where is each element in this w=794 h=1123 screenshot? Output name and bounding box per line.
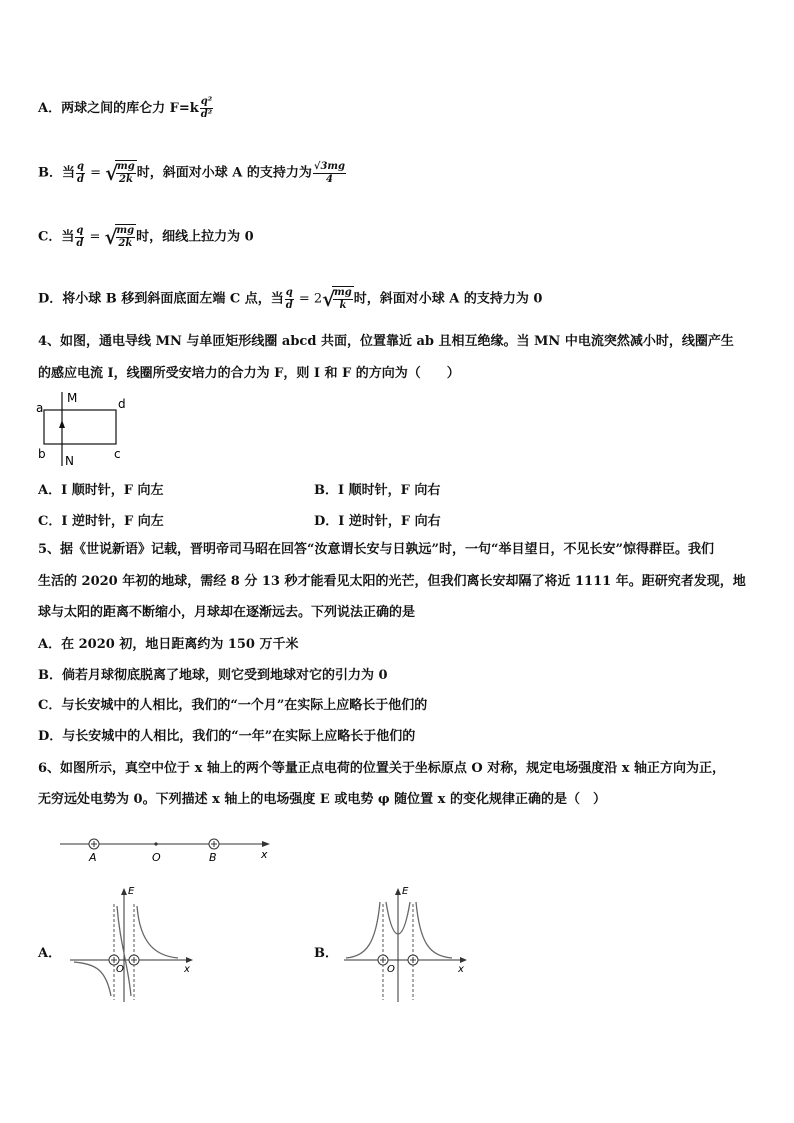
x-axis-arrow-icon bbox=[262, 841, 270, 847]
q3-option-c: C．当 $\frac{q}{d}$ = √ $\frac{mg}{2k}$ 时，细线上拉力为 0 bbox=[38, 224, 254, 249]
q6-stem-line2: 无穷远处电势为 0。下列描述 x 轴上的电场强度 E 或电势 φ 随位置 x 的变化规律正确的是（ ） bbox=[38, 792, 606, 807]
label-b: b bbox=[38, 447, 46, 461]
q5-option-b: B．倘若月球彻底脱离了地球，则它受到地球对它的引力为 0 bbox=[38, 668, 388, 683]
label-x: x bbox=[261, 848, 268, 861]
q4-coil-figure bbox=[34, 390, 134, 468]
q6-graph-a bbox=[66, 884, 196, 1004]
q5-stem-line1: 5、据《世说新语》记载，晋明帝司马昭在回答“汝意谓长安与日孰远”时，一句“举目望日，不见长安”惊得群臣。我们 bbox=[38, 542, 714, 557]
q4-option-c: C．I 逆时针，F 向左 bbox=[38, 514, 164, 529]
q4-option-a: A．I 顺时针，F 向左 bbox=[38, 483, 164, 498]
graph-a-curve-right bbox=[137, 906, 178, 958]
label-charge-b: B bbox=[209, 851, 217, 864]
graph-b-curve-right bbox=[416, 902, 452, 958]
sqrt-mg-2k: √ $\frac{mg}{2k}$ bbox=[104, 225, 135, 249]
label-N: N bbox=[65, 454, 74, 468]
q5-option-a: A．在 2020 初，地日距离约为 150 万千米 bbox=[38, 637, 299, 652]
coil-rectangle bbox=[44, 410, 116, 444]
charge-a-icon bbox=[89, 839, 99, 849]
q4-stem-line2: 的感应电流 I，线圈所受安培力的合力为 F，则 I 和 F 的方向为（ ） bbox=[38, 366, 460, 381]
graph-a-e-label: E bbox=[128, 886, 135, 897]
q3-option-d: D．将小球 B 移到斜面底面左端 C 点，当 $\frac{q}{d}$ = 2 √ $\frac{mg}{k}$ 时，斜面对小球 A 的支持力为 0 bbox=[38, 286, 543, 311]
q-over-d: $\frac{q}{d}$ bbox=[76, 224, 84, 249]
q6-axis-figure bbox=[58, 834, 278, 864]
sqrt-mg-k: √ $\frac{mg}{k}$ bbox=[322, 287, 352, 311]
graph-b-curve-left bbox=[346, 902, 380, 958]
q-over-d: $\frac{q}{d}$ bbox=[77, 160, 84, 185]
q4-stem-line1: 4、如图，通电导线 MN 与单匝矩形线圈 abcd 共面，位置靠近 ab 且相互绝缘。当 MN 中电流突然减小时，线圈产生 bbox=[38, 334, 734, 349]
q3-option-a bbox=[38, 96, 214, 121]
q6-graph-b bbox=[340, 884, 470, 1004]
current-arrow-icon bbox=[59, 420, 65, 428]
graph-a-origin-label: O bbox=[116, 964, 124, 975]
graph-b-x-arrow-icon bbox=[460, 957, 467, 963]
q6-stem-line1: 6、如图所示，真空中位于 x 轴上的两个等量正点电荷的位置关于坐标原点 O 对称，规定电场强度沿 x 轴正方向为正， bbox=[38, 761, 726, 776]
q3-option-a-formula: F=k bbox=[169, 101, 199, 116]
q5-option-c: C．与长安城中的人相比，我们的“一个月”在实际上应略长于他们的 bbox=[38, 698, 428, 713]
label-c: c bbox=[114, 447, 121, 461]
q4-option-b: B．I 顺时针，F 向右 bbox=[314, 483, 441, 498]
q6-graph-b-label: B． bbox=[314, 946, 338, 961]
q3-option-b: B．当 $\frac{q}{d}$ = √ $\frac{mg}{2k}$ 时，斜面对小球 A 的支持力为 $\frac{√3mg}{4}$ bbox=[38, 160, 345, 185]
charge-b-icon bbox=[209, 839, 219, 849]
origin-dot bbox=[154, 842, 157, 845]
graph-b-e-label: E bbox=[402, 886, 409, 897]
graph-a-x-arrow-icon bbox=[186, 957, 193, 963]
graph-a-curve-left bbox=[74, 962, 111, 996]
q-over-d: $\frac{q}{d}$ bbox=[285, 286, 293, 311]
graph-b-origin-label: O bbox=[387, 964, 395, 975]
q4-option-d: D．I 逆时针，F 向右 bbox=[314, 514, 441, 529]
graph-a-x-label: x bbox=[184, 964, 190, 975]
root3-mg-over-4: $\frac{√3mg}{4}$ bbox=[313, 160, 345, 185]
q5-option-d: D．与长安城中的人相比，我们的“一年”在实际上应略长于他们的 bbox=[38, 729, 416, 744]
label-origin: O bbox=[152, 851, 161, 864]
q5-stem-line2: 生活的 2020 年初的地球，需经 8 分 13 秒才能看见太阳的光芒，但我们离长安却隔了将近 1111 年。距研究者发现，地 bbox=[38, 574, 746, 589]
graph-b-x-label: x bbox=[458, 964, 464, 975]
label-a: a bbox=[36, 401, 44, 415]
q3-option-a-fraction: $\frac{\text{q²}}{\text{d²}}$ bbox=[200, 96, 213, 120]
label-M: M bbox=[67, 391, 78, 405]
sqrt-mg-2k: √ $\frac{mg}{2k}$ bbox=[105, 161, 135, 185]
label-d: d bbox=[118, 397, 126, 411]
graph-b-e-arrow-icon bbox=[395, 888, 401, 895]
graph-a-e-arrow-icon bbox=[121, 888, 127, 895]
label-charge-a: A bbox=[89, 851, 97, 864]
q3-option-a-text: A．两球之间的库仑力 bbox=[38, 101, 166, 116]
q5-stem-line3: 球与太阳的距离不断缩小，月球却在逐渐远去。下列说法正确的是 bbox=[38, 605, 416, 620]
q6-graph-a-label: A． bbox=[38, 946, 62, 961]
